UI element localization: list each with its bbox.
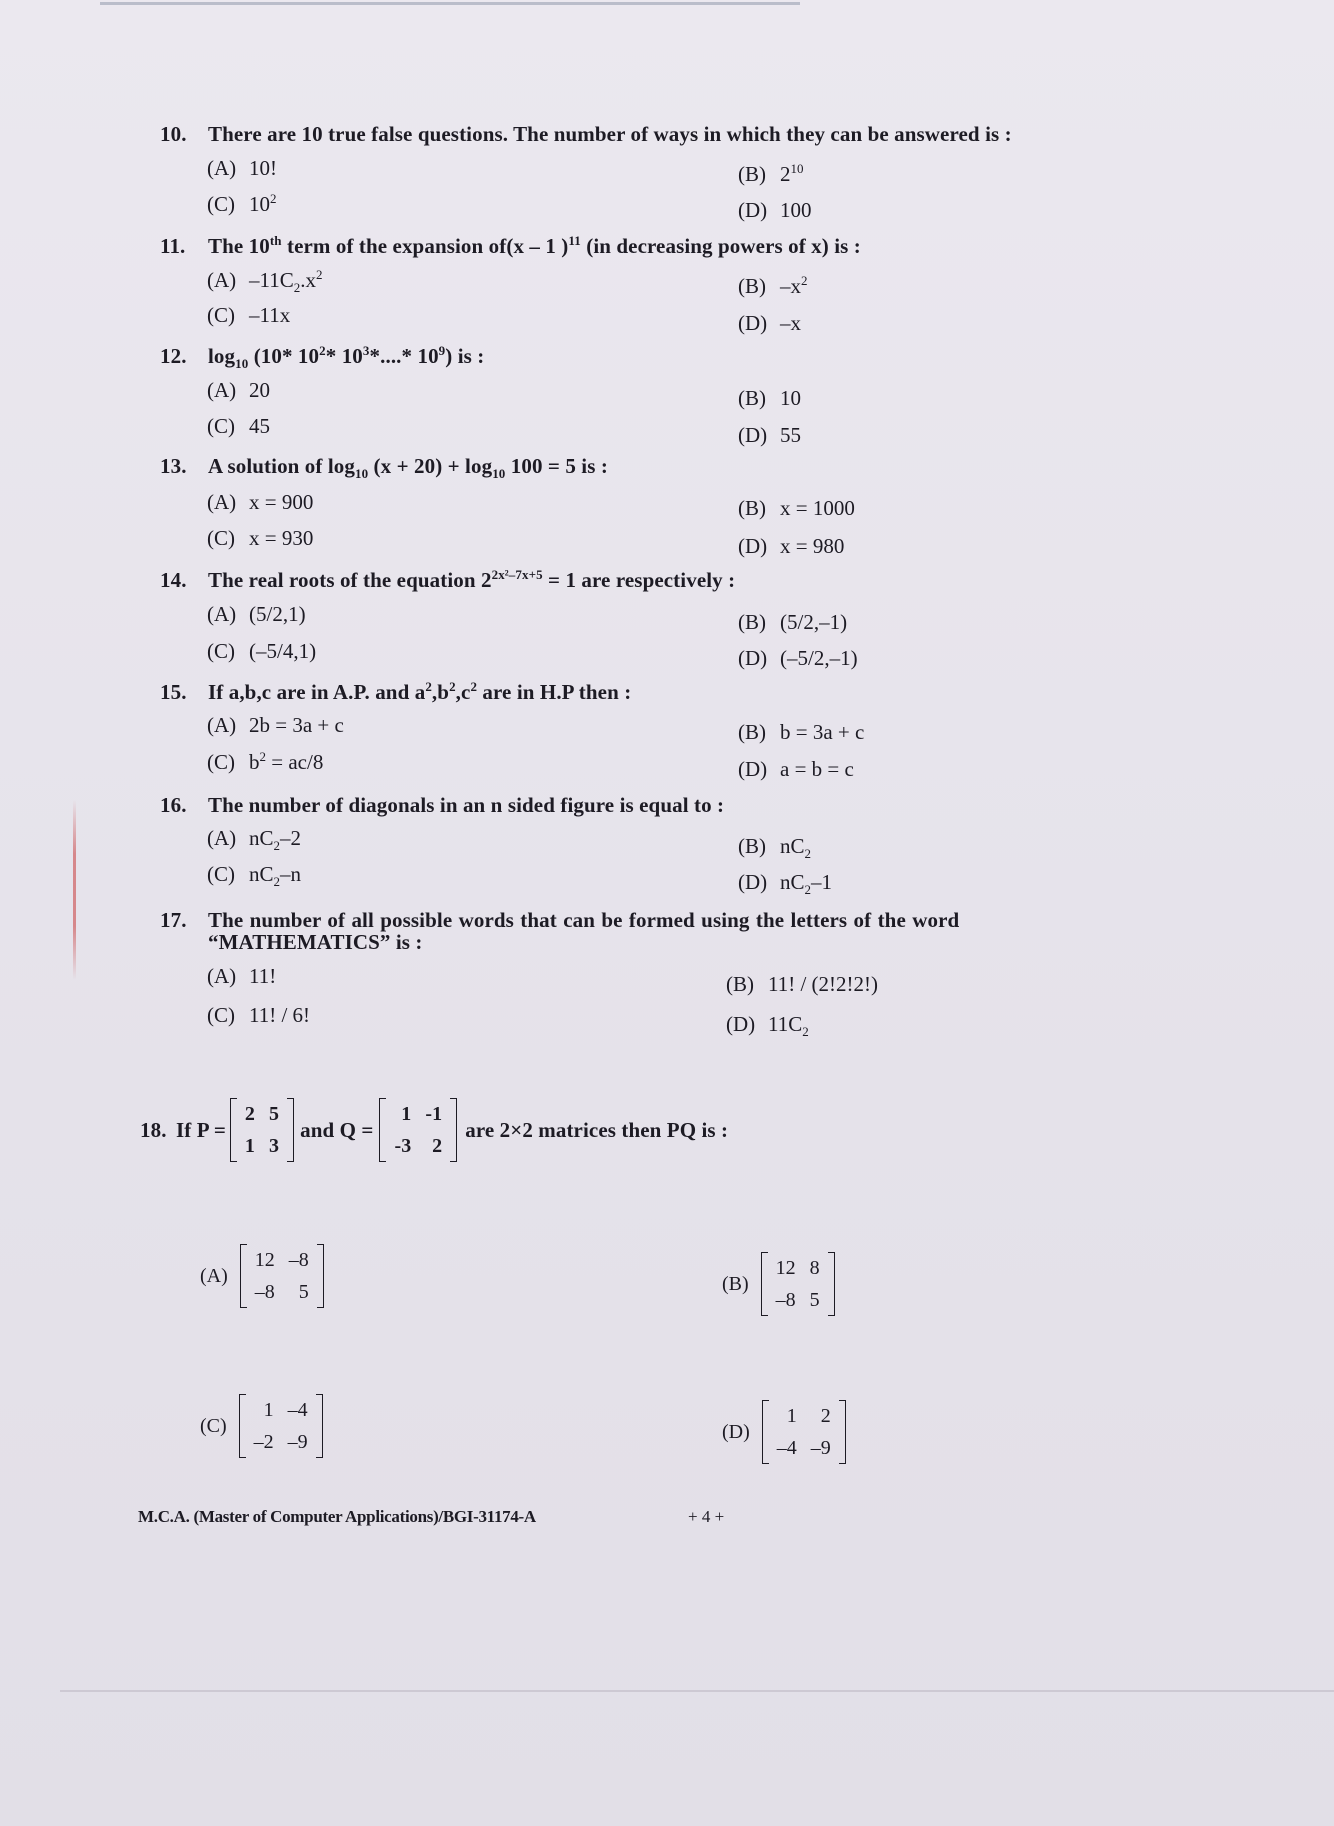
- option-11-d: (D) –x: [738, 311, 801, 335]
- question-10: 10. There are 10 true false questions. The number of ways in which they can be answered is :: [160, 122, 1012, 146]
- option-17-b: (B) 11! / (2!2!2!): [726, 972, 879, 996]
- question-13: 13. A solution of $\log_{10} (x + 20) + \log_{10} 100 = 5$ is :: [160, 454, 608, 482]
- paper-code: M.C.A. (Master of Computer Applications)/BGI-31174-A: [138, 1507, 536, 1526]
- matrix-row: [248, 1276, 316, 1308]
- matrix-cell: 3: [269, 1135, 280, 1157]
- matrix-option-b: [761, 1252, 835, 1316]
- matrix-row: [770, 1432, 838, 1464]
- option-17-a: (A) 11!: [207, 964, 277, 988]
- matrix-option-c: [239, 1394, 323, 1458]
- matrix-cell: 1: [786, 1405, 797, 1427]
- option-13-d: (D) x = 980: [738, 534, 845, 558]
- scan-edge: [100, 2, 800, 5]
- matrix-option-a: [240, 1244, 324, 1308]
- question-14: 14. The real roots of the equation $2^{2x^2-7x+5} = 1$ are respectively :: [160, 567, 736, 592]
- option-16-a: (A) $nC_2-2$: [207, 826, 302, 854]
- question-15: 15. If a,b,c are in A.P. and $a^2,b^2,c^2$ are in H.P then :: [160, 679, 632, 704]
- option-10-d: (D) 100: [738, 198, 812, 222]
- option-14-d: (D) (–5/2,–1): [738, 646, 858, 670]
- option-18-a: (A) 12 –8 –8 5: [200, 1244, 324, 1308]
- option-11-c: (C) –11x: [207, 303, 291, 327]
- question-16: 16. The number of diagonals in an n sided figure is equal to :: [160, 793, 725, 817]
- option-11-a: (A) $-11C_2.x^2$: [207, 267, 323, 296]
- option-16-d: (D) $nC_2-1$: [738, 870, 833, 898]
- matrix-cell: –2: [253, 1431, 274, 1453]
- matrix-cell: 5: [298, 1281, 309, 1303]
- matrix-row: [769, 1252, 827, 1284]
- matrix-option-d: [762, 1400, 846, 1464]
- matrix-cell: –8: [775, 1289, 796, 1311]
- option-16-b: (B) $nC_2$: [738, 834, 812, 862]
- option-13-c: (C) x = 930: [207, 526, 314, 550]
- matrix-row: [247, 1394, 315, 1426]
- option-12-a: (A) 20: [207, 378, 270, 402]
- option-14-c: (C) (–5/4,1): [207, 639, 317, 663]
- option-10-b: (B) $2^{10}$: [738, 161, 804, 186]
- matrix-cell: 2: [820, 1405, 831, 1427]
- option-14-b: (B) (5/2,–1): [738, 610, 848, 634]
- matrix-cell: 5: [269, 1103, 280, 1125]
- option-18-c: (C) 1 –4 –2 –9: [200, 1394, 323, 1458]
- matrix-cell: –9: [287, 1431, 308, 1453]
- question-17: 17. The number of all possible words that can be formed using the letters of the word: [160, 908, 960, 932]
- matrix-row: [387, 1130, 449, 1162]
- option-12-b: (B) 10: [738, 386, 801, 410]
- matrix-cell: 8: [809, 1257, 820, 1279]
- matrix-cell: -3: [394, 1135, 412, 1157]
- matrix-row: [769, 1284, 827, 1316]
- question-18: 18. If P = 2 5 1 3 and Q = 1 -1 -3 2 are 2×2 matrices then PQ is :: [140, 1098, 728, 1162]
- matrix-cell: –8: [254, 1281, 275, 1303]
- option-16-c: (C) $nC_2-n$: [207, 862, 302, 890]
- matrix-row: [238, 1130, 286, 1162]
- matrix-cell: 12: [775, 1257, 796, 1279]
- option-15-c: (C) $b^2 = ac/8$: [207, 749, 324, 774]
- matrix-cell: –8: [288, 1249, 309, 1271]
- page-number: + 4 +: [688, 1507, 725, 1526]
- question-17-line2: “MATHEMATICS” is :: [208, 930, 423, 954]
- option-12-c: (C) 45: [207, 414, 270, 438]
- option-10-a: (A) 10!: [207, 156, 277, 180]
- option-17-c: (C) 11! / 6!: [207, 1003, 311, 1027]
- matrix-cell: –9: [810, 1437, 831, 1459]
- matrix-cell: 2: [244, 1103, 256, 1125]
- option-18-b: (B) 12 8 –8 5: [722, 1252, 835, 1316]
- matrix-row: [248, 1244, 316, 1276]
- question-11: 11. The 10th term of the expansion of(x – 1 )$^{11}$ (in decreasing powers of x) is :: [160, 233, 861, 258]
- option-11-b: (B) $-x^2$: [738, 273, 808, 298]
- option-15-d: (D) a = b = c: [738, 757, 854, 781]
- option-17-d: (D) $11C_2$: [726, 1012, 809, 1040]
- matrix-cell: 1: [263, 1399, 274, 1421]
- matrix-cell: 12: [254, 1249, 275, 1271]
- option-18-d: (D) 1 2 –4 –9: [722, 1400, 846, 1464]
- page-fold: [60, 1690, 1334, 1692]
- option-15-a: (A) 2b = 3a + c: [207, 713, 344, 737]
- matrix-cell: -1: [425, 1103, 443, 1125]
- matrix-row: [247, 1426, 315, 1458]
- option-13-b: (B) x = 1000: [738, 496, 855, 520]
- matrix-cell: 1: [401, 1103, 412, 1125]
- matrix-row: [770, 1400, 838, 1432]
- question-12: 12. $\log_{10} (10*$ $10^2*$ $10^3*....*$ $10^9$) is :: [160, 343, 485, 372]
- matrix-row: [387, 1098, 449, 1130]
- matrix-cell: –4: [776, 1437, 797, 1459]
- matrix-cell: 1: [244, 1135, 256, 1157]
- matrix-cell: 2: [432, 1135, 443, 1157]
- matrix-cell: –4: [287, 1399, 308, 1421]
- matrix-P: [230, 1098, 294, 1162]
- matrix-row: [238, 1098, 286, 1130]
- margin-mark: [73, 800, 76, 980]
- matrix-Q: [379, 1098, 457, 1162]
- option-12-d: (D) 55: [738, 423, 801, 447]
- option-14-a: (A) (5/2,1): [207, 602, 306, 626]
- option-15-b: (B) b = 3a + c: [738, 720, 865, 744]
- option-13-a: (A) x = 900: [207, 490, 314, 514]
- option-10-c: (C) $10^2$: [207, 191, 277, 216]
- matrix-cell: 5: [809, 1289, 820, 1311]
